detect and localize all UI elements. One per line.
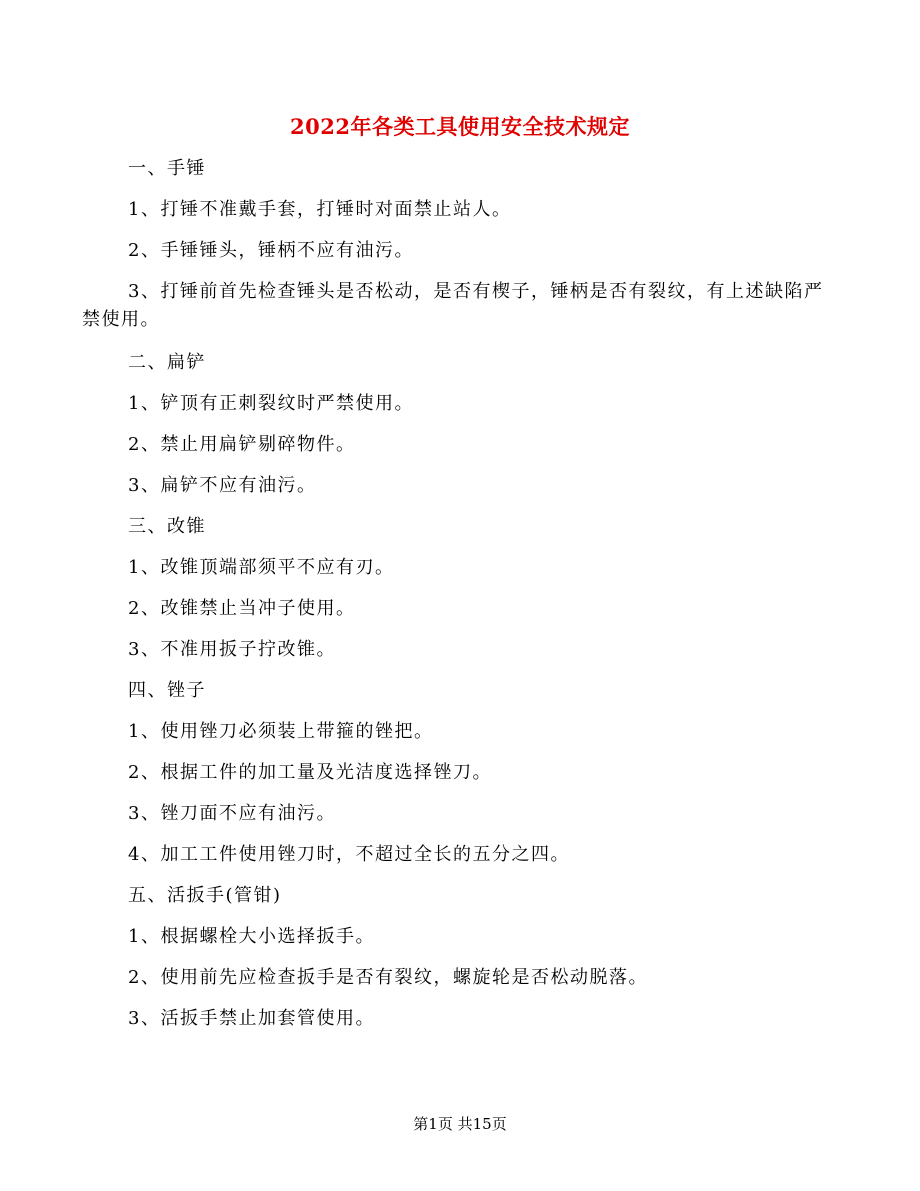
rule-item: 2、根据工件的加工量及光洁度选择锉刀。 [128, 762, 492, 783]
rule-item: 2、禁止用扁铲剔碎物件。 [128, 434, 356, 455]
rule-item: 2、手锤锤头，锤柄不应有油污。 [128, 240, 414, 261]
section-heading-file: 四、锉子 [128, 680, 206, 701]
rule-item: 2、改锥禁止当冲子使用。 [128, 598, 356, 619]
document-title: 2022年各类工具使用安全技术规定 [290, 114, 630, 139]
rule-item: 3、不准用扳子拧改锥。 [128, 639, 336, 660]
page-number: 第1页 共15页 [413, 1115, 507, 1133]
rule-item: 1、改锥顶端部须平不应有刃。 [128, 557, 395, 578]
section-heading-wrench: 五、活扳手(管钳) [128, 885, 282, 906]
rule-item: 1、铲顶有正刺裂纹时严禁使用。 [128, 393, 414, 414]
rule-item: 3、活扳手禁止加套管使用。 [128, 1008, 375, 1029]
rule-item: 1、打锤不准戴手套，打锤时对面禁止站人。 [128, 199, 512, 220]
rule-item: 4、加工工件使用锉刀时，不超过全长的五分之四。 [128, 844, 570, 865]
section-heading-hammer: 一、手锤 [128, 158, 206, 179]
document-body [82, 155, 842, 1046]
rule-item: 3、打锤前首先检查锤头是否松动，是否有楔子，锤柄是否有裂纹，有上述缺陷严禁使用。 [82, 281, 824, 330]
rule-item: 1、根据螺栓大小选择扳手。 [128, 926, 375, 947]
section-heading-chisel: 二、扁铲 [128, 352, 206, 373]
section-heading-screwdriver: 三、改锥 [128, 516, 206, 537]
rule-item: 2、使用前先应检查扳手是否有裂纹，螺旋轮是否松动脱落。 [128, 967, 648, 988]
rule-item: 3、锉刀面不应有油污。 [128, 803, 336, 824]
rule-item: 1、使用锉刀必须装上带箍的锉把。 [128, 721, 434, 742]
rule-item: 3、扁铲不应有油污。 [128, 475, 317, 496]
